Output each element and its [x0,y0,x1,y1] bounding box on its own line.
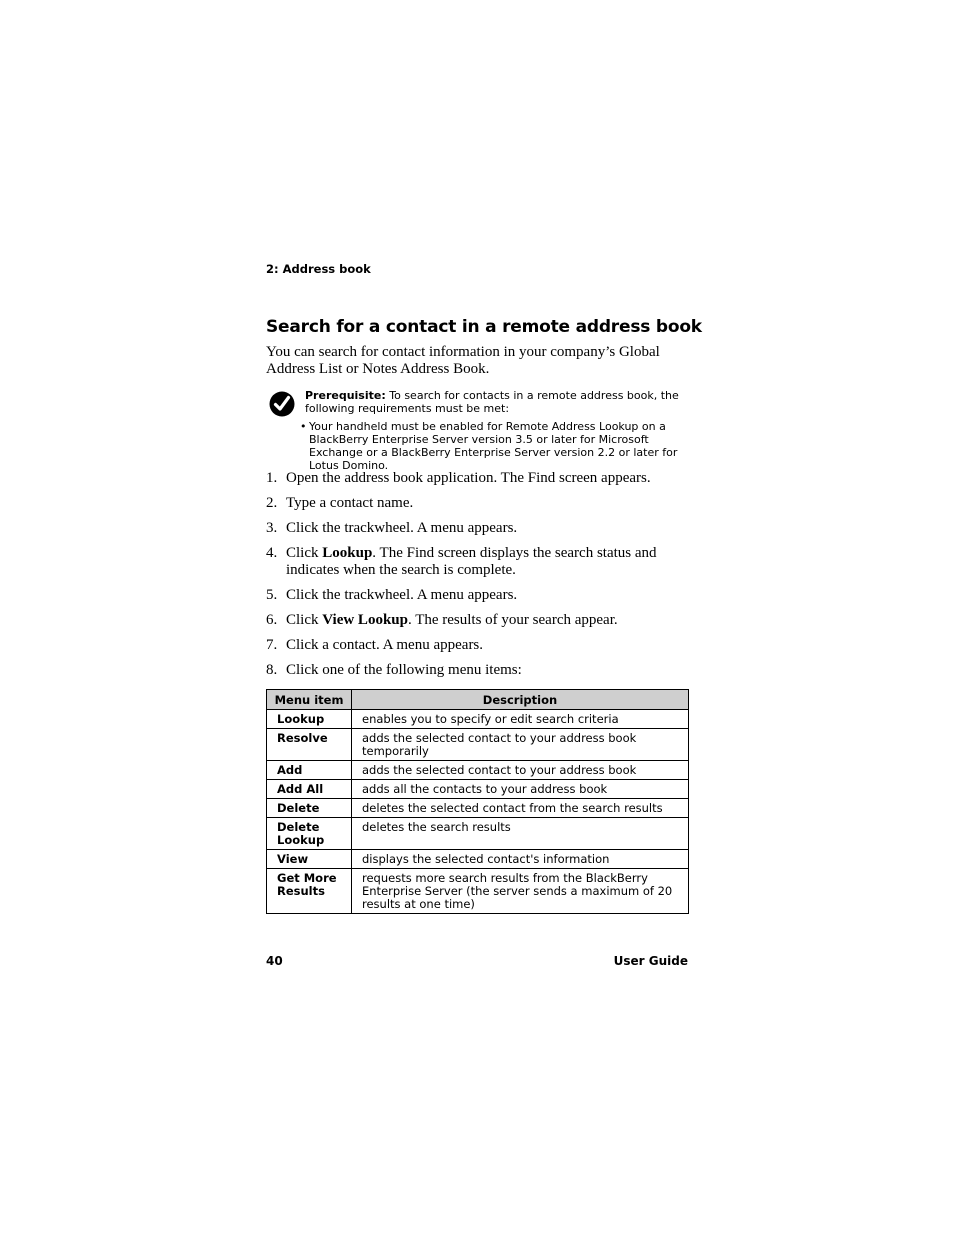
step-item [266,520,696,537]
prerequisite-note [305,389,695,415]
table-row [267,799,689,818]
step-number: 8. [266,662,278,678]
table-row [267,710,689,729]
step-item [266,662,696,679]
step-menu-command: Lookup [322,545,373,561]
table-row [267,729,689,761]
step-item [266,612,696,629]
step-list [266,470,696,687]
menu-item-description: enables you to specify or edit search criteria [352,710,689,729]
menu-item-description: adds the selected contact to your address book [352,761,689,780]
intro-paragraph: You can search for contact information in your company’s Global Address List or Notes Address Book. [266,344,660,377]
menu-item-description: adds the selected contact to your address book temporarily [352,729,689,761]
step-text: Click [286,612,323,628]
menu-item-description: deletes the search results [352,818,689,850]
menu-item-description: deletes the selected contact from the search results [352,799,689,818]
prerequisite-label: Prerequisite: [305,389,386,402]
step-number: 3. [266,520,278,536]
step-item [266,470,696,487]
menu-item-name: View [267,850,352,869]
prerequisite-text: To search for contacts in a remote address book, the following requirements must be met: [305,389,679,415]
step-text: Type a contact name. [286,495,414,511]
step-item [266,637,696,654]
document-title: User Guide [613,954,688,968]
prerequisite-bullet [300,420,695,472]
menu-item-name: Lookup [267,710,352,729]
menu-item-name: Delete [267,799,352,818]
menu-item-description: requests more search results from the BlackBerry Enterprise Server (the server sends a maximum of 20 results at one time) [352,869,689,914]
page-number: 40 [266,954,283,968]
step-text: Click the trackwheel. A menu appears. [286,520,518,536]
menu-item-description: adds all the contacts to your address book [352,780,689,799]
step-item [266,587,696,604]
step-text: Click [286,545,323,561]
step-number: 5. [266,587,278,603]
table-row [267,780,689,799]
section-title: Search for a contact in a remote address book [266,317,702,337]
menu-items-table [266,689,689,914]
step-number: 7. [266,637,278,653]
prerequisite-bullet-text: Your handheld must be enabled for Remote Address Lookup on a BlackBerry Enterprise Server version 3.5 or later for Microsoft Exchange or a BlackBerry Enterprise Server version 2.2 or later for Lotus Domino. [309,420,678,472]
bullet-dot: • [300,420,307,433]
step-number: 1. [266,470,278,486]
table-header-row [267,690,689,710]
menu-item-name: Add [267,761,352,780]
column-header-menu-item: Menu item [267,690,352,710]
step-number: 6. [266,612,278,628]
checkmark-icon [269,391,295,417]
table-row [267,850,689,869]
step-text: Click one of the following menu items: [286,662,522,678]
column-header-description: Description [352,690,689,710]
chapter-header: 2: Address book [266,262,371,276]
step-number: 4. [266,545,278,561]
step-number: 2. [266,495,278,511]
step-item [266,545,696,579]
menu-item-name: Resolve [267,729,352,761]
step-text: Click a contact. A menu appears. [286,637,484,653]
menu-item-description: displays the selected contact's information [352,850,689,869]
step-text: Click the trackwheel. A menu appears. [286,587,518,603]
step-text-continued: . The results of your search appear. [407,612,618,628]
menu-item-name: Delete Lookup [267,818,352,850]
table-row [267,869,689,914]
table-row [267,761,689,780]
step-menu-command: View Lookup [322,612,408,628]
menu-item-name: Add All [267,780,352,799]
step-text-continued: . The Find screen displays the search status and indicates when the search is complete. [286,545,657,578]
table-row [267,818,689,850]
menu-item-name: Get More Results [267,869,352,914]
step-text: Open the address book application. The Find screen appears. [286,470,651,486]
step-item [266,495,696,512]
